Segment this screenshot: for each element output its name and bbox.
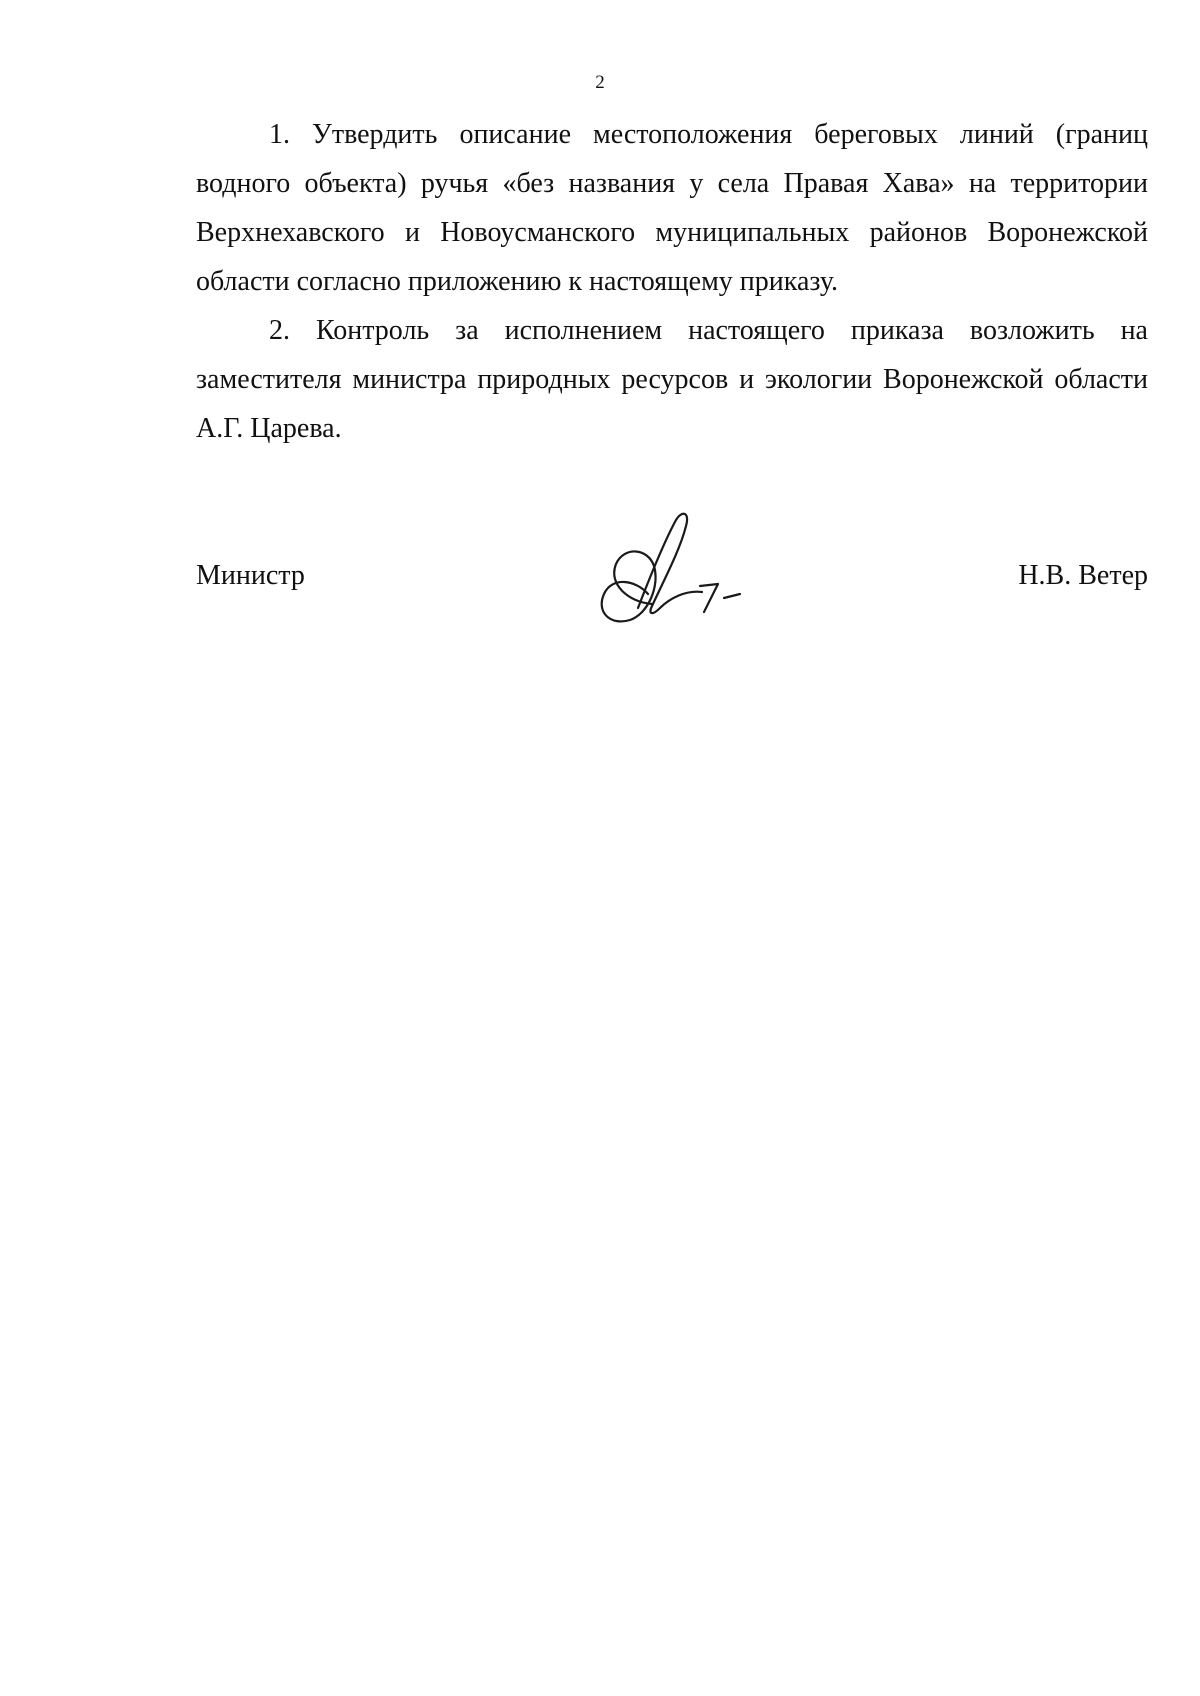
signer-name: Н.В. Ветер: [1018, 560, 1148, 591]
document-body: [196, 110, 1148, 453]
page-number: 2: [595, 72, 605, 93]
position-title: Министр: [196, 560, 305, 591]
paragraph-control-assignment: 2. Контроль за исполнением настоящего приказа возложить на заместителя министра природных ресурсов и экологии Воронежской области А.Г. Царева.: [196, 315, 1148, 444]
handwritten-signature: [590, 502, 760, 642]
paragraph-approve-description: 1. Утвердить описание местоположения береговых линий (границ водного объекта) ручья «без названия у села Правая Хава» на территории Верхнехавского и Новоусманского муниципальных районов Воронежской области согласно приложению к настоящему приказу.: [196, 119, 1148, 297]
